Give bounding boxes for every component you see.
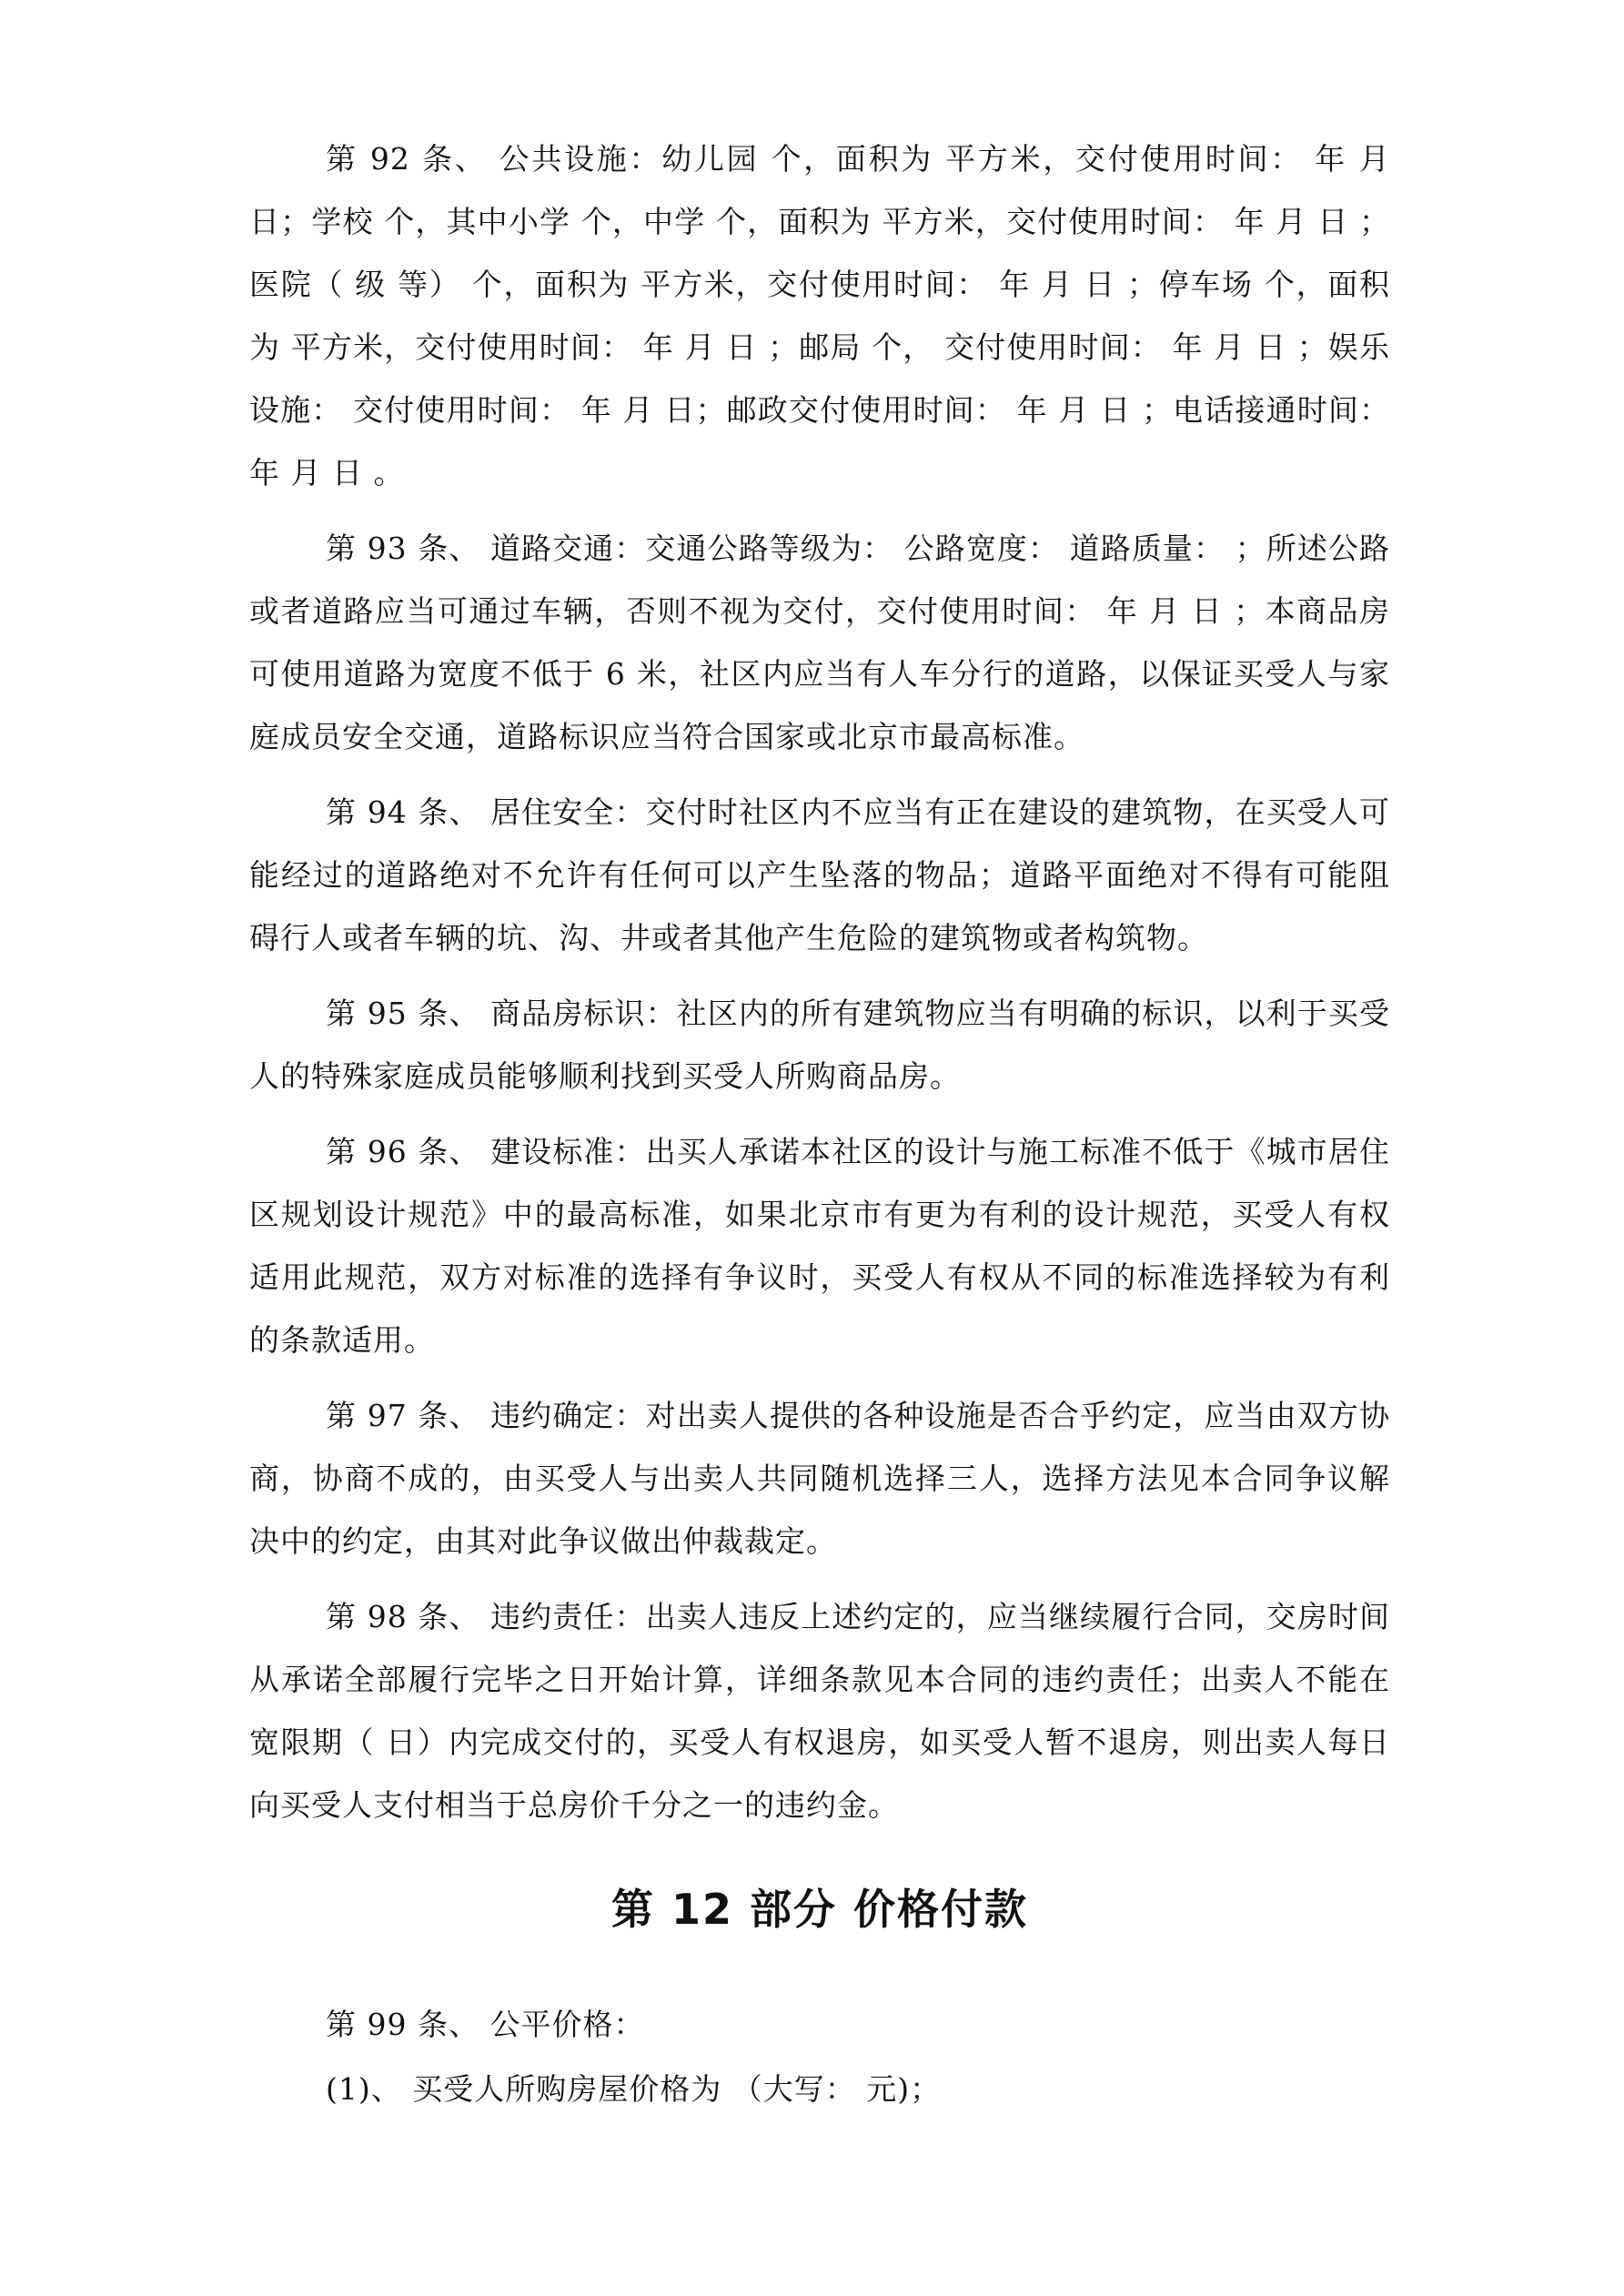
article-95: 第 95 条、 商品房标识：社区内的所有建筑物应当有明确的标识，以利于买受人的特殊家庭成员能够顺利找到买受人所购商品房。 <box>249 996 1390 1094</box>
document-body <box>249 127 1390 2122</box>
article-98: 第 98 条、 违约责任：出卖人违反上述约定的，应当继续履行合同，交房时间从承诺全部履行完毕之日开始计算，详细条款见本合同的违约责任；出卖人不能在宽限期（ 日）内完成交付的，买受人有权退房，如买受人暂不退房，则出卖人每日向买受人支付相当于总房价千分之一的违约金。 <box>249 1599 1390 1823</box>
article-99-item-1: (1)、 买受人所购房屋价格为 （大写： 元)； <box>326 2071 942 2107</box>
article-96: 第 96 条、 建设标准：出买人承诺本社区的设计与施工标准不低于《城市居住区规划设计规范》中的最高标准，如果北京市有更为有利的设计规范，买受人有权适用此规范，双方对标准的选择有争议时，买受人有权从不同的标准选择较为有利的条款适用。 <box>249 1134 1390 1358</box>
article-97: 第 97 条、 违约确定：对出卖人提供的各种设施是否合乎约定，应当由双方协商，协商不成的，由买受人与出卖人共同随机选择三人，选择方法见本合同争议解决中的约定，由其对此争议做出仲裁裁定。 <box>249 1398 1390 1559</box>
article-93: 第 93 条、 道路交通：交通公路等级为： 公路宽度： 道路质量： ；所述公路或者道路应当可通过车辆，否则不视为交付，交付使用时间： 年 月 日 ；本商品房可使用道路为宽度不低于 6 米，社区内应当有人车分行的道路，以保证买受人与家庭成员安全交通，道路标识应当符合国家或北京市最高标准。 <box>249 531 1390 754</box>
article-99: 第 99 条、 公平价格： <box>326 2007 645 2042</box>
article-94: 第 94 条、 居住安全：交付时社区内不应当有正在建设的建筑物，在买受人可能经过的道路绝对不允许有任何可以产生坠落的物品；道路平面绝对不得有可能阻碍行人或者车辆的坑、沟、井或者其他产生危险的建筑物或者构筑物。 <box>249 794 1390 956</box>
section-title: 第 12 部分 价格付款 <box>610 1885 1029 1934</box>
article-92: 第 92 条、 公共设施：幼儿园 个，面积为 平方米，交付使用时间： 年 月 日；学校 个，其中小学 个，中学 个，面积为 平方米，交付使用时间： 年 月 日 ；医院（ 级 等） 个，面积为 平方米，交付使用时间： 年 月 日 ；停车场 个，面积为 平方米，交付使用时间： 年 月 日 ；邮局 个， 交付使用时间： 年 月 日 ；娱乐设施： 交付使用时间： 年 月 日；邮政交付使用时间： 年 月 日 ；电话接通时间： 年 月 日 。 <box>249 141 1390 491</box>
